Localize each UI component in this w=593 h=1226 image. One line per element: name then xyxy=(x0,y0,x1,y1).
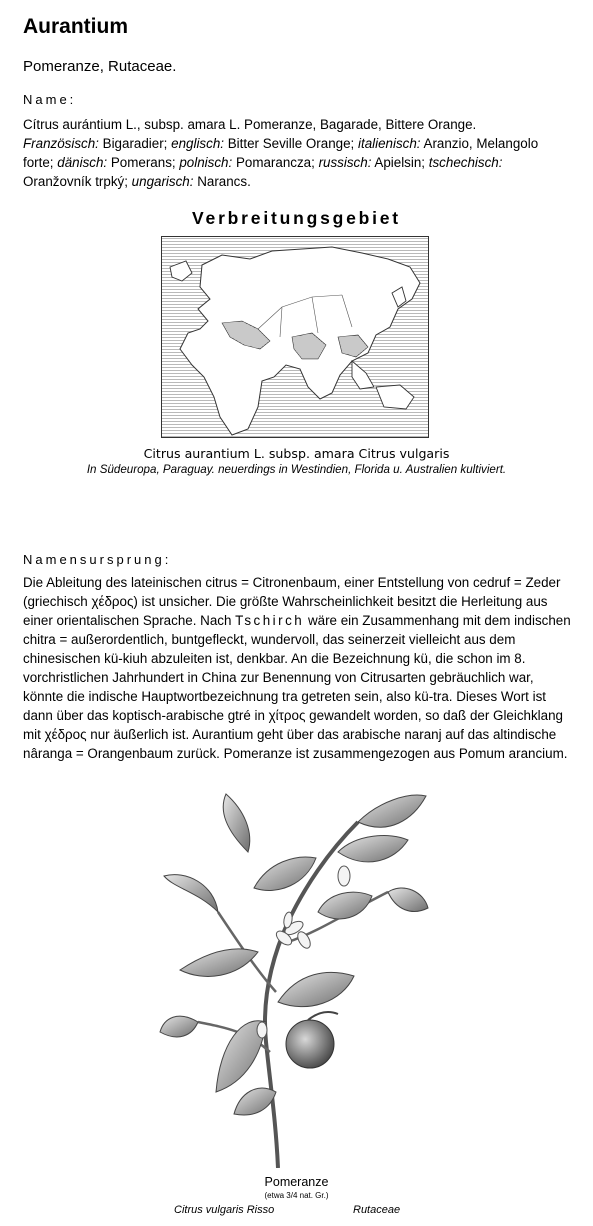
plant-caption: Pomeranze xyxy=(264,1175,329,1189)
botanical-names: Cítrus aurántium L., subsp. amara L. Pomeranze, Bagarade, Bittere Orange. xyxy=(23,117,477,132)
map-image xyxy=(162,237,428,437)
plant-illustration xyxy=(158,792,430,1168)
plant-scale-note: (etwa 3/4 nat. Gr.) xyxy=(264,1191,329,1200)
name-section-text xyxy=(23,115,571,191)
page-subtitle: Pomeranze, Rutaceae. xyxy=(23,58,177,75)
translation-value: Narancs. xyxy=(197,174,251,189)
translation-language: englisch: xyxy=(171,136,224,151)
distribution-note: In Südeuropa, Paraguay. neuerdings in Westindien, Florida u. Australien kultiviert. xyxy=(86,463,507,476)
translation-value: Oranžovník trpký; xyxy=(23,174,128,189)
translation-value: Bigaradier; xyxy=(102,136,168,151)
translation-value: Aranzio, Melangolo forte; xyxy=(23,136,539,170)
translations-list xyxy=(23,136,538,189)
translation-value: Pomerans; xyxy=(110,155,176,170)
translation-language: italienisch: xyxy=(358,136,421,151)
translation-language: tschechisch: xyxy=(428,155,503,170)
translation-language: Französisch: xyxy=(23,136,99,151)
name-section-heading: Name: xyxy=(23,92,77,107)
translation-value: Apielsin; xyxy=(374,155,426,170)
origin-author: Tschirch xyxy=(235,613,305,628)
translation-language: ungarisch: xyxy=(131,174,194,189)
distribution-heading: Verbreitungsgebiet xyxy=(192,208,401,228)
origin-section-heading: Namensursprung: xyxy=(23,552,172,567)
translation-value: Bitter Seville Orange; xyxy=(227,136,355,151)
plant-latin-name: Citrus vulgaris Risso xyxy=(174,1204,275,1216)
translation-language: polnisch: xyxy=(179,155,233,170)
origin-text-part2: wäre ein Zusammenhang mit dem indischen chitra = außerordentlich, buntgefleckt, wundervoll, das seinerzeit vielleicht aus dem chinesischen kü-kiuh abzuleiten ist, denkbar. An die Bezeichnung kü, die schon im 8. vorchristlichen Jahrhundert in China zur Benennung von Citrusarten gebräuchlich war, könnte die indische Hauptwortbezeichnung tra getreten sein, also kü-tra. Dieses Wort ist dann über das koptisch-arabische gtré in χίτρος gewandelt worden, so daß der Gleichklang mit χέδρος nur äußerlich ist. Aurantium geht über das arabische naranj auf das altindische nâranga = Orangenbaum zurück. Pomeranze ist zusammengezogen aus Pomum arancium. xyxy=(23,613,571,761)
translation-value: Pomarancza; xyxy=(235,155,315,170)
translation-language: dänisch: xyxy=(57,155,108,170)
distribution-map xyxy=(161,236,429,438)
plant-family: Rutaceae xyxy=(353,1204,401,1216)
origin-text-part1: Die Ableitung des lateinischen citrus = Citronenbaum, einer Entstellung von cedruf = Zeder (griechisch χέδρος) ist unsicher. Die größte Wahrscheinlichkeit besitzt die Herleitung aus einer orientalischen Sprache. Nach xyxy=(23,575,561,628)
distribution-caption: Citrus aurantium L. subsp. amara Citrus vulgaris xyxy=(143,446,450,461)
orange-branch-image xyxy=(158,792,430,1168)
page-title: Aurantium xyxy=(23,15,128,38)
origin-text xyxy=(23,573,571,763)
translation-language: russisch: xyxy=(318,155,372,170)
